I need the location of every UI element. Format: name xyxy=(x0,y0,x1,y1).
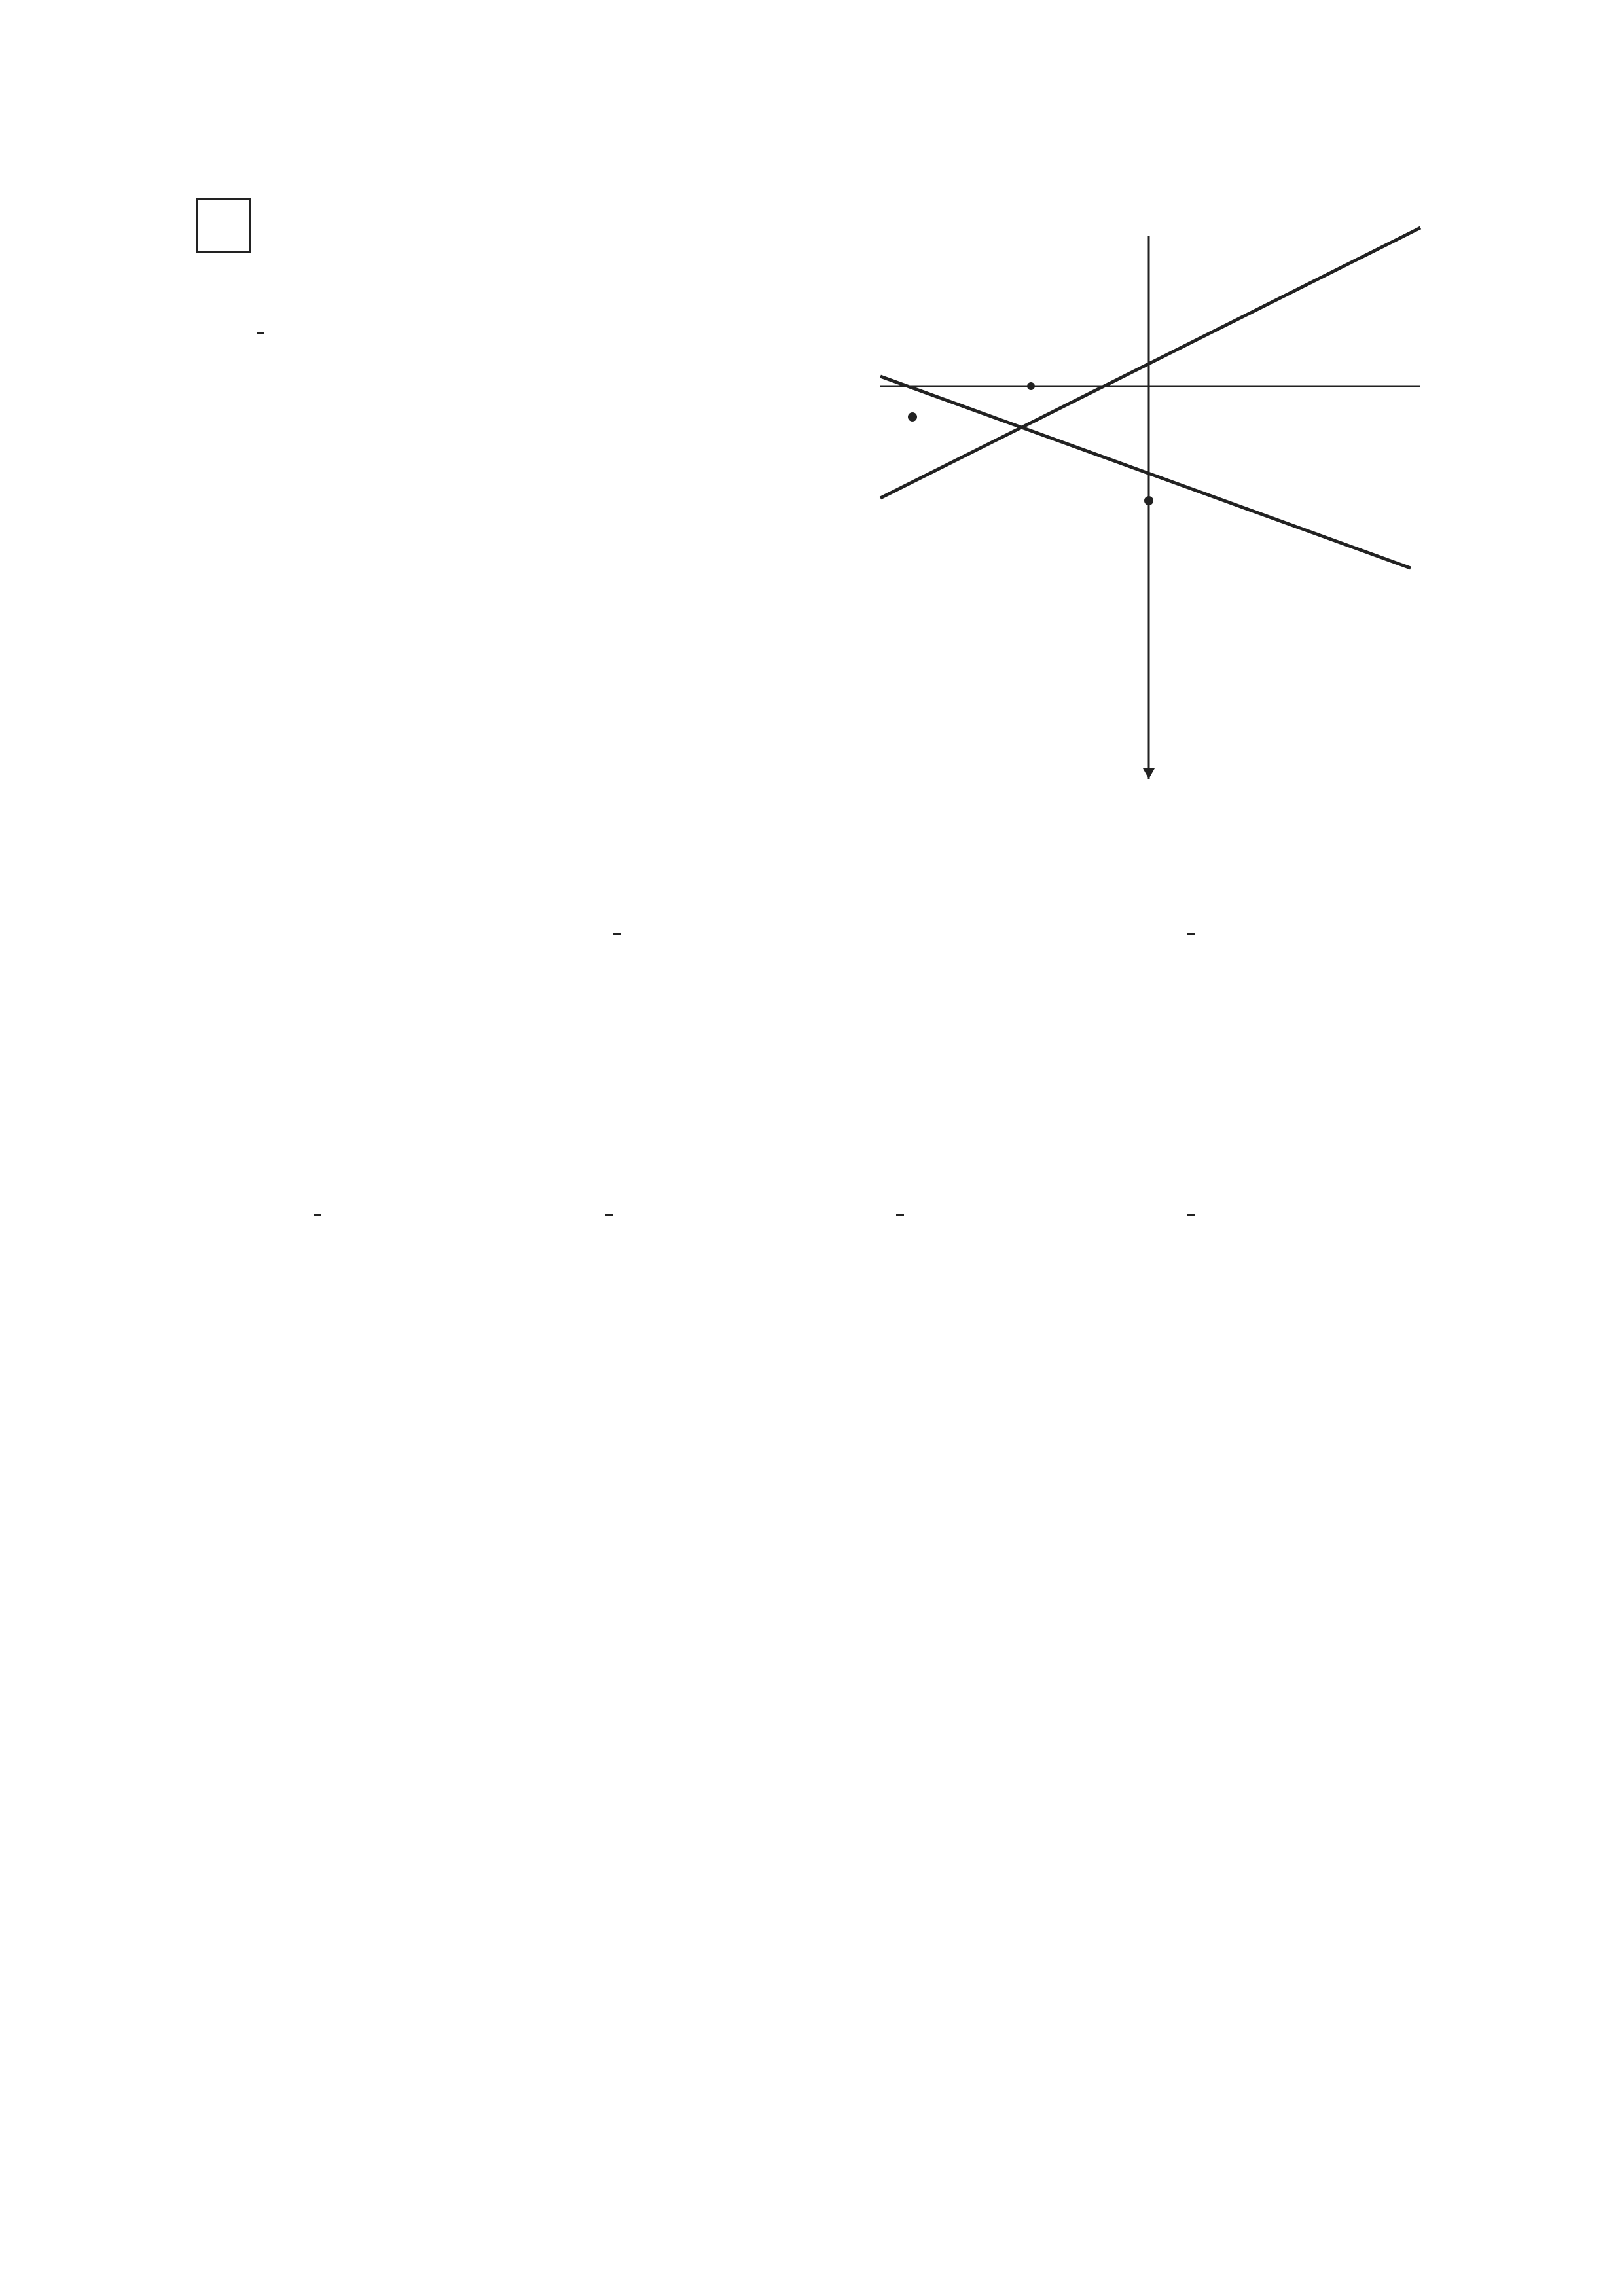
q1-choice-d xyxy=(1168,906,1198,956)
q2-choice-c xyxy=(877,1188,907,1238)
q1-choice-d-fraction xyxy=(1187,933,1195,935)
figure-1-graph xyxy=(851,196,1506,798)
q2-choice-d-fraction xyxy=(1187,1214,1195,1216)
question-number-box xyxy=(196,198,251,253)
fig1-line-m xyxy=(880,376,1411,568)
fig1-line-l xyxy=(880,228,1420,498)
q1-choice-b-fraction xyxy=(613,933,621,935)
q1-choice-b xyxy=(586,906,624,956)
q1-choice-a xyxy=(295,920,311,946)
intro-line-3 xyxy=(254,306,267,356)
q2-choice-c-num xyxy=(896,1214,904,1216)
q2-choice-b-fraction xyxy=(605,1214,613,1216)
q2-choice-a-num xyxy=(314,1214,321,1216)
intro-fraction-num xyxy=(257,332,264,334)
intro-fraction xyxy=(257,332,264,334)
q2-choice-d xyxy=(1168,1188,1198,1238)
fig1-point-a xyxy=(1144,496,1153,505)
fig1-point-b xyxy=(1027,382,1035,390)
q1-choice-b-num xyxy=(613,933,621,935)
q2-choice-a-fraction xyxy=(314,1214,321,1216)
fig1-point-p xyxy=(908,412,917,422)
q2-choice-d-num xyxy=(1187,1214,1195,1216)
q2-choice-b xyxy=(586,1188,615,1238)
q2-choice-b-num xyxy=(605,1214,613,1216)
q2-choice-a xyxy=(295,1188,324,1238)
q1-choice-d-num xyxy=(1187,933,1195,935)
fig1-arrow-down xyxy=(1143,768,1155,779)
q2-choice-c-fraction xyxy=(896,1214,904,1216)
q1-choice-c xyxy=(877,920,893,946)
